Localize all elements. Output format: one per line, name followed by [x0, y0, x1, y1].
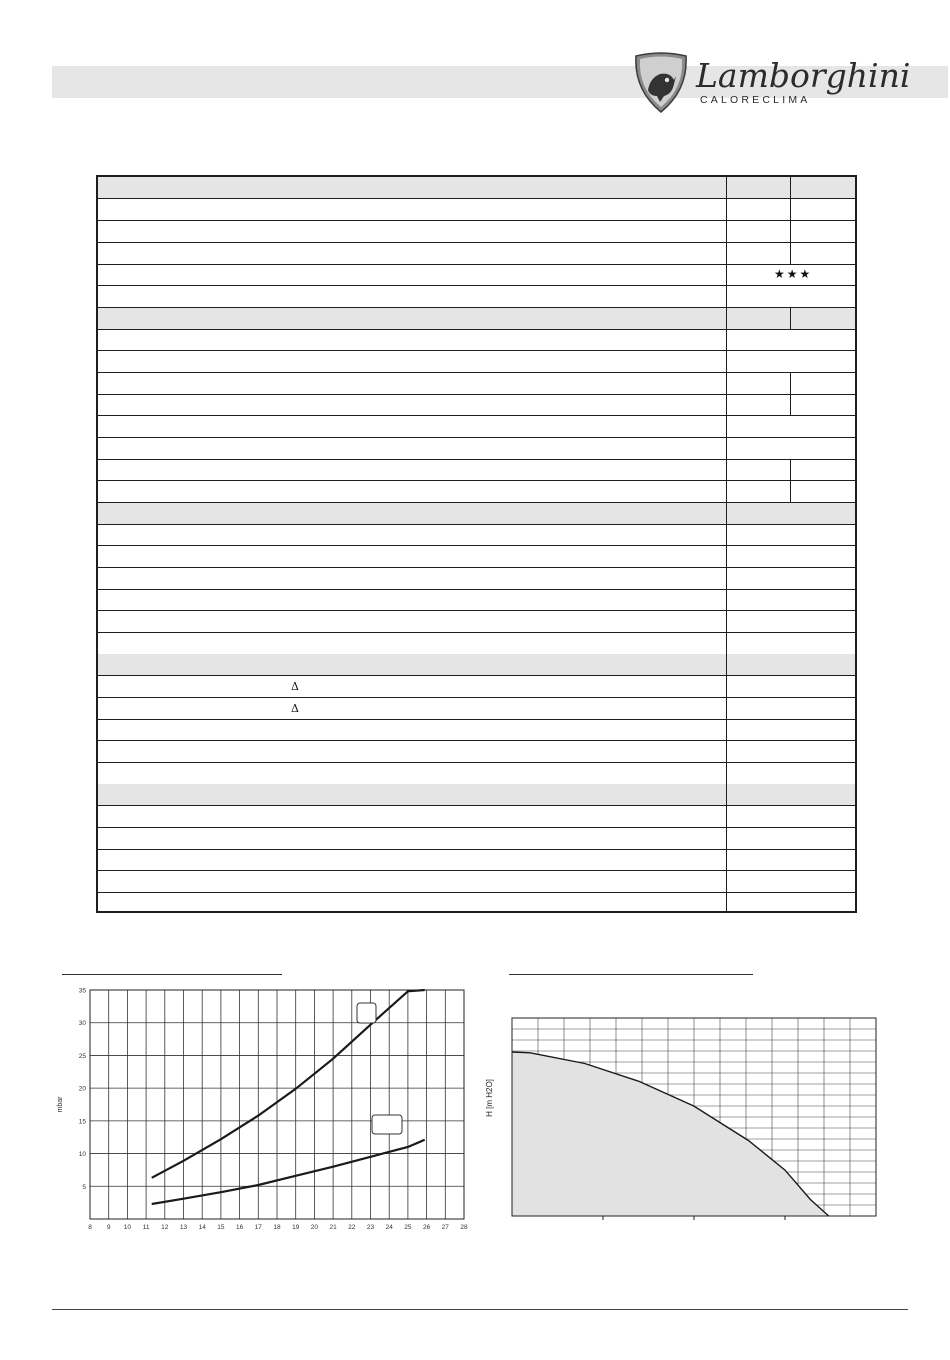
y-tick-label: 25	[78, 1052, 86, 1060]
x-tick-label: 17	[254, 1224, 262, 1231]
table-row	[98, 351, 855, 373]
table-section-header	[98, 177, 855, 199]
table-row	[98, 589, 855, 611]
x-tick-label: 21	[329, 1224, 337, 1231]
table-section-header	[98, 503, 855, 525]
brand-subtitle: CALORECLIMA	[700, 94, 811, 106]
table-row	[98, 568, 855, 590]
table-section-header	[98, 784, 855, 806]
x-tick-label: 9	[106, 1224, 111, 1231]
y-axis-label: mbar	[57, 1096, 64, 1113]
brand-wordmark: Lamborghini	[696, 56, 911, 95]
y-tick-label: 20	[78, 1085, 86, 1093]
table-row	[98, 394, 855, 416]
table-row	[98, 546, 855, 568]
table-row	[98, 373, 855, 395]
series-line-2	[152, 1140, 425, 1204]
table-row	[98, 438, 855, 460]
pressure-chart	[50, 985, 480, 1235]
pump-area	[512, 1052, 829, 1216]
table-row	[98, 611, 855, 633]
y-tick-label: 5	[82, 1183, 86, 1191]
table-section-header	[98, 308, 855, 330]
table-row	[98, 828, 855, 850]
series-label-box-1	[357, 1003, 376, 1023]
x-tick-label: 11	[142, 1224, 150, 1231]
y-tick-label: 10	[78, 1151, 86, 1159]
table-row	[98, 633, 855, 655]
pump-head-chart	[478, 1010, 880, 1222]
table-row	[98, 741, 855, 763]
x-tick-label: 14	[198, 1224, 206, 1231]
table-row	[98, 221, 855, 243]
footer-rule	[52, 1309, 908, 1310]
x-tick-label: 25	[404, 1224, 412, 1231]
delta-symbol: Δ	[291, 702, 299, 715]
y-tick-label: 30	[78, 1020, 86, 1028]
x-tick-label: 24	[385, 1224, 393, 1231]
x-tick-label: 10	[123, 1224, 132, 1231]
table-row	[98, 416, 855, 438]
x-tick-label: 18	[273, 1224, 281, 1231]
table-row	[98, 871, 855, 893]
x-tick-label: 22	[348, 1224, 356, 1231]
table-row	[98, 806, 855, 828]
table-row	[98, 286, 855, 308]
x-tick-label: 13	[179, 1224, 188, 1231]
chart-title-underline-right	[509, 974, 753, 975]
delta-symbol: Δ	[291, 680, 299, 693]
brand-shield-icon	[630, 50, 692, 114]
table-row	[98, 524, 855, 546]
efficiency-stars: ★★★	[774, 267, 813, 281]
x-tick-label: 20	[310, 1224, 319, 1231]
x-tick-label: 15	[217, 1224, 225, 1231]
x-tick-label: 28	[460, 1224, 468, 1231]
x-tick-label: 27	[441, 1224, 449, 1231]
table-row	[98, 264, 855, 286]
chart-title-underline-left	[62, 974, 282, 975]
x-tick-label: 8	[88, 1224, 92, 1231]
table-row	[98, 329, 855, 351]
series-label-box-2	[372, 1115, 402, 1134]
table-row	[98, 763, 855, 785]
table-row	[98, 481, 855, 503]
x-tick-label: 23	[366, 1224, 375, 1231]
table-row	[98, 199, 855, 221]
x-tick-label: 12	[161, 1224, 169, 1231]
table-row	[98, 459, 855, 481]
table-row	[98, 676, 855, 698]
y-tick-label: 15	[78, 1118, 86, 1126]
x-tick-label: 19	[292, 1224, 300, 1231]
y-axis-label: H [m H2O]	[485, 1079, 494, 1117]
table-row	[98, 698, 855, 720]
table-section-header	[98, 654, 855, 676]
table-row	[98, 893, 855, 911]
x-tick-label: 16	[235, 1224, 244, 1231]
series-line-1	[152, 990, 425, 1178]
table-row	[98, 849, 855, 871]
y-tick-label: 35	[78, 987, 86, 995]
table-row	[98, 243, 855, 265]
table-row	[98, 719, 855, 741]
spec-table	[96, 175, 857, 913]
x-tick-label: 26	[422, 1224, 431, 1231]
